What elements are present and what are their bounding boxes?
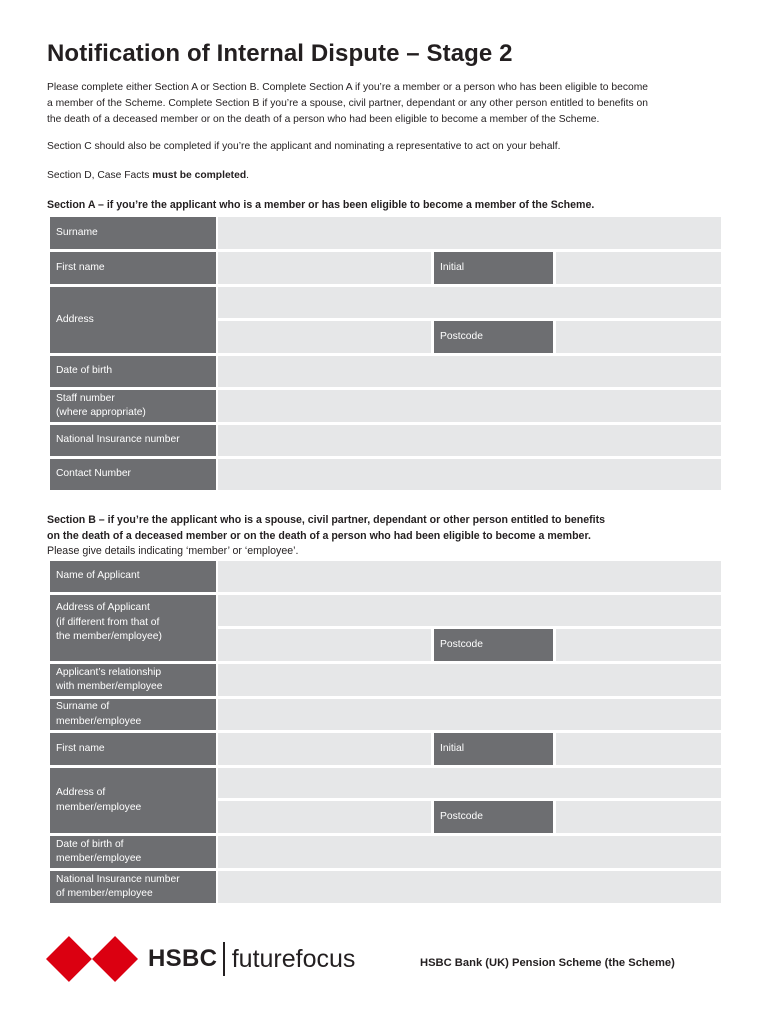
address-line-1-field[interactable]: [218, 287, 721, 318]
member-postcode-label: Postcode: [434, 801, 553, 833]
applicant-address-label-line: the member/employee): [56, 631, 162, 642]
staff-number-label-line: (where appropriate): [56, 407, 146, 418]
section-c-note: Section C should also be completed if you’re the applicant and nominating a representative to act on your behalf.: [47, 141, 561, 152]
applicant-address-line-2-field[interactable]: [218, 629, 431, 661]
section-d-prefix: Section D, Case Facts: [47, 170, 153, 181]
dob-label: Date of birth: [50, 356, 216, 387]
applicant-postcode-label: Postcode: [434, 629, 553, 661]
first-name-label: First name: [50, 252, 216, 284]
section-b-heading-line: Section B – if you’re the applicant who is a spouse, civil partner, dependant or other person entitled to benefits: [47, 514, 606, 526]
postcode-field[interactable]: [556, 321, 721, 353]
applicant-address-line-1-field[interactable]: [218, 595, 721, 626]
member-first-name-field[interactable]: [218, 733, 431, 765]
hsbc-hexagon-icon: [46, 936, 138, 982]
intro-line: the death of a deceased member or on the death of a person who had been eligible to become a member of the Scheme.: [47, 114, 600, 125]
member-address-label-line: member/employee: [56, 801, 142, 813]
applicant-address-label-line: Address of Applicant: [56, 602, 150, 613]
member-ni-field[interactable]: [218, 871, 721, 903]
relationship-field[interactable]: [218, 664, 721, 696]
member-surname-field[interactable]: [218, 699, 721, 730]
relationship-label-line: with member/employee: [56, 681, 163, 692]
address-label: Address: [50, 287, 216, 353]
contact-number-label: Contact Number: [50, 459, 216, 490]
staff-number-label-line: Staff number: [56, 392, 115, 404]
staff-number-field[interactable]: [218, 390, 721, 422]
applicant-name-field[interactable]: [218, 561, 721, 592]
member-surname-label-line: member/employee: [56, 715, 142, 727]
first-name-field[interactable]: [218, 252, 431, 284]
member-address-label: [50, 768, 216, 833]
ni-number-field[interactable]: [218, 425, 721, 456]
section-d-emphasis: must be completed: [152, 170, 247, 181]
address-line-2-field[interactable]: [218, 321, 431, 353]
section-d-suffix: .: [246, 170, 250, 181]
member-postcode-field[interactable]: [556, 801, 721, 833]
applicant-address-label-line: (if different from that of: [56, 616, 160, 628]
sub-brand-name: futurefocus: [231, 944, 356, 973]
section-a-heading: Section A – if you’re the applicant who is a member or has been eligible to become a member of the Scheme.: [47, 199, 595, 211]
hsbc-futurefocus-logo: [46, 936, 355, 982]
applicant-address-label: [50, 595, 216, 661]
member-ni-label-line: of member/employee: [56, 888, 153, 899]
member-address-line-2-field[interactable]: [218, 801, 431, 833]
section-b-heading: [47, 513, 737, 560]
intro-line: Please complete either Section A or Section B. Complete Section A if you’re a member or a person who has been eligible to become: [47, 82, 648, 93]
ni-number-label: National Insurance number: [50, 425, 216, 456]
page-title: Notification of Internal Dispute – Stage 2: [47, 40, 513, 67]
surname-label: Surname: [50, 217, 216, 249]
member-initial-label: Initial: [434, 733, 553, 765]
relationship-label-line: Applicant’s relationship: [56, 666, 162, 678]
member-surname-label-line: Surname of: [56, 701, 110, 712]
initial-label: Initial: [434, 252, 553, 284]
applicant-postcode-field[interactable]: [556, 629, 721, 661]
relationship-label: [50, 664, 216, 696]
surname-field[interactable]: [218, 217, 721, 249]
intro-paragraph: [47, 80, 727, 128]
contact-number-field[interactable]: [218, 459, 721, 490]
scheme-name: HSBC Bank (UK) Pension Scheme (the Scheme): [420, 957, 675, 969]
postcode-label: Postcode: [434, 321, 553, 353]
logo-divider: [223, 942, 225, 976]
member-dob-label-line: Date of birth of: [56, 838, 124, 850]
member-dob-label: [50, 836, 216, 868]
member-initial-field[interactable]: [556, 733, 721, 765]
brand-name: HSBC: [148, 945, 218, 972]
member-surname-label: [50, 699, 216, 730]
member-dob-label-line: member/employee: [56, 853, 142, 864]
member-first-name-label: First name: [50, 733, 216, 765]
staff-number-label: [50, 390, 216, 422]
section-b-note: Please give details indicating ‘member’ or ‘employee’.: [47, 545, 299, 557]
member-address-line-1-field[interactable]: [218, 768, 721, 798]
member-ni-label: [50, 871, 216, 903]
member-ni-label-line: National Insurance number: [56, 873, 180, 885]
member-address-label-line: Address of: [56, 787, 106, 798]
member-dob-field[interactable]: [218, 836, 721, 868]
applicant-name-label: Name of Applicant: [50, 561, 216, 592]
intro-line: a member of the Scheme. Complete Section B if you’re a spouse, civil partner, dependant or any other person entitled to benefits on: [47, 98, 649, 109]
dob-field[interactable]: [218, 356, 721, 387]
section-b-heading-line: on the death of a deceased member or on the death of a person who had been eligible to become a member.: [47, 529, 591, 542]
initial-field[interactable]: [556, 252, 721, 284]
section-d-note: [47, 168, 727, 184]
